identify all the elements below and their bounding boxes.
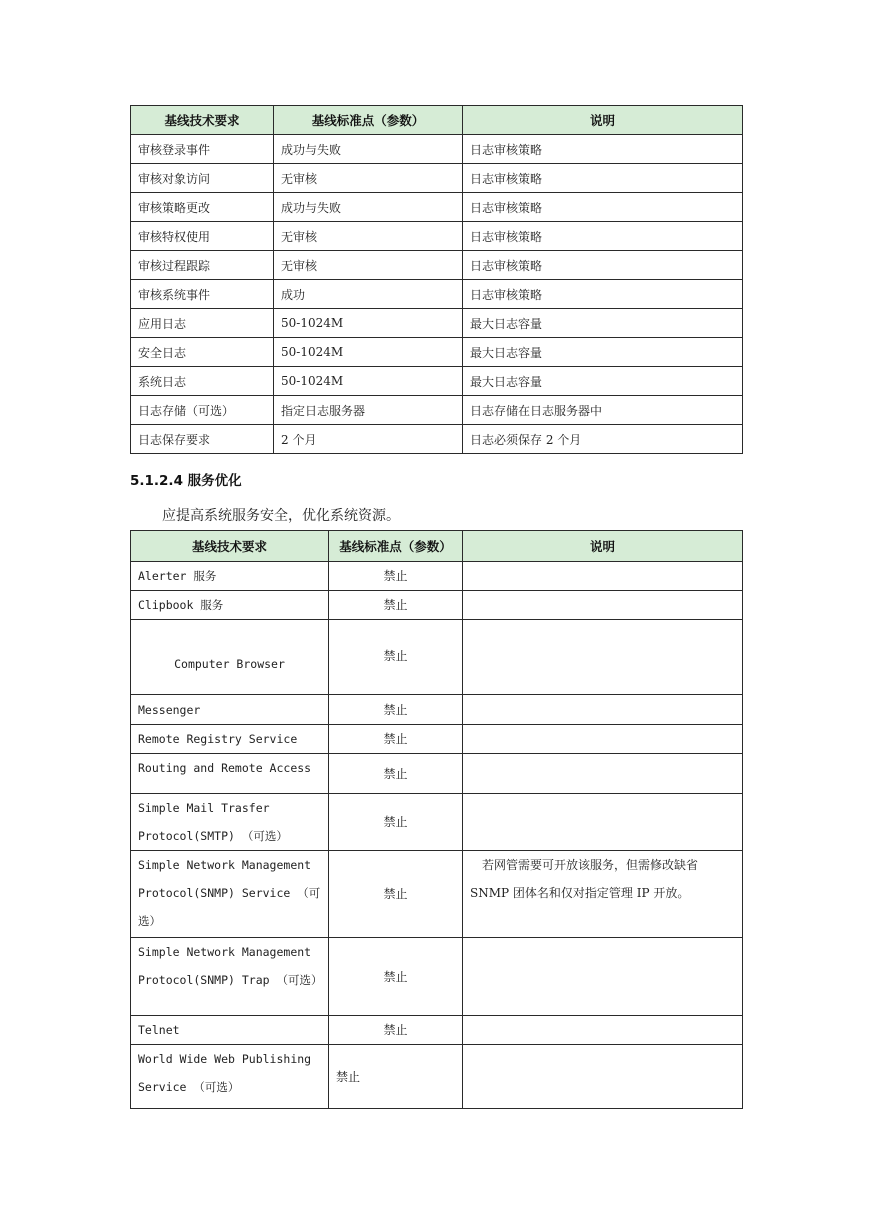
table-cell: 最大日志容量	[463, 338, 743, 367]
cell-line: SNMP 团体名和仅对指定管理 IP 开放。	[470, 886, 690, 900]
table-row	[131, 135, 743, 164]
table-cell	[463, 1016, 743, 1045]
table-cell: 日志存储在日志服务器中	[463, 396, 743, 425]
table-cell: 日志保存要求	[131, 425, 274, 454]
table-cell	[463, 938, 743, 1016]
table-cell: Clipbook 服务	[131, 591, 329, 620]
table-cell: 审核系统事件	[131, 280, 274, 309]
table-cell: 禁止	[329, 562, 463, 591]
table-row	[131, 591, 743, 620]
table-cell	[463, 695, 743, 725]
cell-line: Simple Network Management	[138, 858, 312, 872]
table-row	[131, 251, 743, 280]
section-intro-text: 应提高系统服务安全，优化系统资源。	[162, 508, 400, 524]
table-cell: 最大日志容量	[463, 367, 743, 396]
table-row	[131, 851, 743, 938]
column-header: 基线标准点（参数）	[329, 531, 463, 562]
table-cell: 审核登录事件	[131, 135, 274, 164]
table-cell: 禁止	[329, 620, 463, 695]
table-header-row	[131, 531, 743, 562]
table-cell: Alerter 服务	[131, 562, 329, 591]
table-cell: 审核过程跟踪	[131, 251, 274, 280]
table-cell: 审核特权使用	[131, 222, 274, 251]
table-cell: 日志审核策略	[463, 135, 743, 164]
table-cell	[131, 938, 329, 1016]
table-row	[131, 725, 743, 754]
table-cell: 禁止	[329, 1016, 463, 1045]
table-cell: 禁止	[329, 938, 463, 1016]
table-row	[131, 425, 743, 454]
table-row	[131, 338, 743, 367]
table-row	[131, 1045, 743, 1109]
table-cell: 无审核	[274, 164, 463, 193]
table-cell: 日志审核策略	[463, 164, 743, 193]
table-cell: 50-1024M	[274, 338, 463, 367]
table-cell: 50-1024M	[274, 367, 463, 396]
table-row	[131, 309, 743, 338]
table-row	[131, 754, 743, 794]
table-cell: Remote Registry Service	[131, 725, 329, 754]
table-row	[131, 222, 743, 251]
table-cell: 成功与失败	[274, 193, 463, 222]
table-row	[131, 562, 743, 591]
table-row	[131, 396, 743, 425]
table-cell: 禁止	[329, 754, 463, 794]
section-heading: 5.1.2.4 服务优化	[130, 473, 242, 489]
table-cell	[131, 851, 329, 938]
table-cell: 禁止	[329, 794, 463, 851]
table-cell	[463, 1045, 743, 1109]
table-cell: 系统日志	[131, 367, 274, 396]
table-cell: 成功	[274, 280, 463, 309]
table-row	[131, 938, 743, 1016]
table-cell: 日志必须保存 2 个月	[463, 425, 743, 454]
table-cell: 应用日志	[131, 309, 274, 338]
table-cell: 审核对象访问	[131, 164, 274, 193]
table-cell: 禁止	[329, 851, 463, 938]
table-cell	[131, 1045, 329, 1109]
table-cell: 禁止	[329, 725, 463, 754]
table-cell: Routing and Remote Access	[131, 754, 329, 794]
column-header: 说明	[463, 531, 743, 562]
table-row	[131, 164, 743, 193]
table-cell	[463, 754, 743, 794]
cell-line: 选）	[138, 914, 161, 928]
table-row	[131, 1016, 743, 1045]
table-row	[131, 794, 743, 851]
table-cell: 安全日志	[131, 338, 274, 367]
service-optimization-table	[130, 530, 743, 1109]
column-header: 基线技术要求	[131, 106, 274, 135]
audit-baseline-table	[130, 105, 743, 454]
table-cell: 日志审核策略	[463, 280, 743, 309]
cell-line: World Wide Web Publishing	[138, 1052, 312, 1066]
cell-line: Service （可选）	[138, 1080, 240, 1094]
table-header-row	[131, 106, 743, 135]
table-cell: 日志存储（可选）	[131, 396, 274, 425]
table-cell	[463, 591, 743, 620]
table-cell	[463, 794, 743, 851]
table-cell: 成功与失败	[274, 135, 463, 164]
table-cell: 无审核	[274, 222, 463, 251]
column-header: 说明	[463, 106, 743, 135]
table-cell: 日志审核策略	[463, 222, 743, 251]
table-cell	[463, 620, 743, 695]
table-row	[131, 193, 743, 222]
table-cell: 日志审核策略	[463, 193, 743, 222]
cell-line: Protocol(SNMP) Service （可	[138, 886, 321, 900]
table-cell	[131, 794, 329, 851]
table-cell: 禁止	[329, 695, 463, 725]
table-cell: 审核策略更改	[131, 193, 274, 222]
table-cell: Computer Browser	[131, 620, 329, 695]
table-cell: Telnet	[131, 1016, 329, 1045]
table-cell: Messenger	[131, 695, 329, 725]
table-cell	[463, 562, 743, 591]
table-cell: 2 个月	[274, 425, 463, 454]
table-cell: 最大日志容量	[463, 309, 743, 338]
table-row	[131, 620, 743, 695]
cell-line: 若网管需要可开放该服务，但需修改缺省	[470, 858, 699, 872]
cell-line: Protocol(SNMP) Trap （可选）	[138, 973, 323, 987]
table-cell: 禁止	[329, 591, 463, 620]
table-cell	[463, 725, 743, 754]
cell-line: Simple Mail Trasfer	[138, 801, 270, 815]
table-cell	[463, 851, 743, 938]
table-cell: 无审核	[274, 251, 463, 280]
table-cell: 指定日志服务器	[274, 396, 463, 425]
column-header: 基线标准点（参数）	[274, 106, 463, 135]
table-row	[131, 367, 743, 396]
cell-line: Simple Network Management	[138, 945, 312, 959]
table-cell: 禁止	[329, 1045, 463, 1109]
column-header: 基线技术要求	[131, 531, 329, 562]
table-row	[131, 695, 743, 725]
table-row	[131, 280, 743, 309]
table-cell: 50-1024M	[274, 309, 463, 338]
cell-line: Protocol(SMTP) （可选）	[138, 829, 288, 843]
table-cell: 日志审核策略	[463, 251, 743, 280]
